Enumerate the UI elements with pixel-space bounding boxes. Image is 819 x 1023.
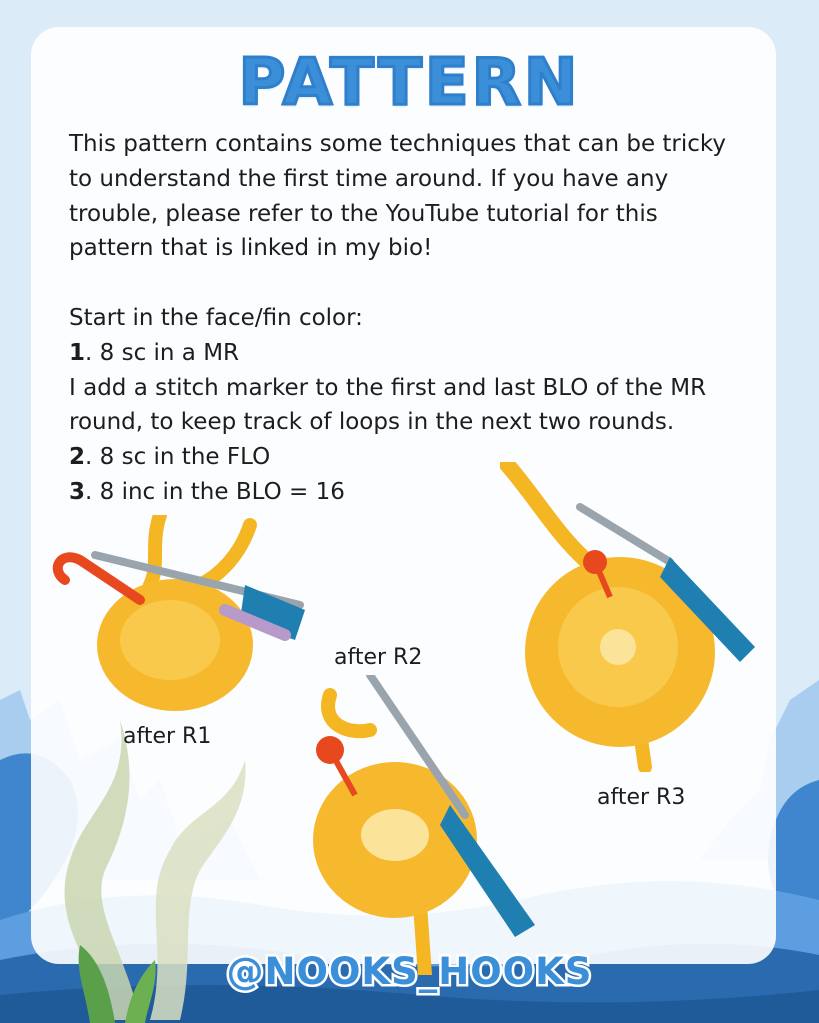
caption-after-r2: after R2 — [334, 645, 423, 670]
round-3-text: . 8 inc in the BLO = 16 — [85, 478, 345, 505]
photo-after-r3 — [500, 462, 770, 772]
intro-paragraph: This pattern contains some techniques that can be tricky to understand the first time around. If you have any trouble, please refer to the YouTube tutorial for this pattern that is linked in my bio! — [69, 131, 727, 262]
photo-after-r1 — [50, 515, 310, 715]
round-3-number: 3 — [69, 478, 86, 505]
caption-after-r3: after R3 — [597, 785, 686, 810]
page-title: PATTERN — [238, 46, 581, 120]
round-2-number: 2 — [69, 444, 86, 471]
round-1-text: . 8 sc in a MR — [85, 339, 240, 366]
round-1-number: 1 — [69, 339, 86, 366]
round-1 — [69, 336, 749, 371]
caption-after-r1: after R1 — [123, 724, 212, 749]
social-handle: @NOOKS_HOOKS — [226, 950, 593, 993]
pattern-text — [69, 127, 749, 510]
round-2-text: . 8 sc in the FLO — [85, 444, 271, 471]
start-instruction: Start in the face/fin color: — [69, 304, 363, 331]
stitch-marker-note: I add a stitch marker to the first and last BLO of the MR round, to keep track of loops in the next two rounds. — [69, 374, 707, 436]
